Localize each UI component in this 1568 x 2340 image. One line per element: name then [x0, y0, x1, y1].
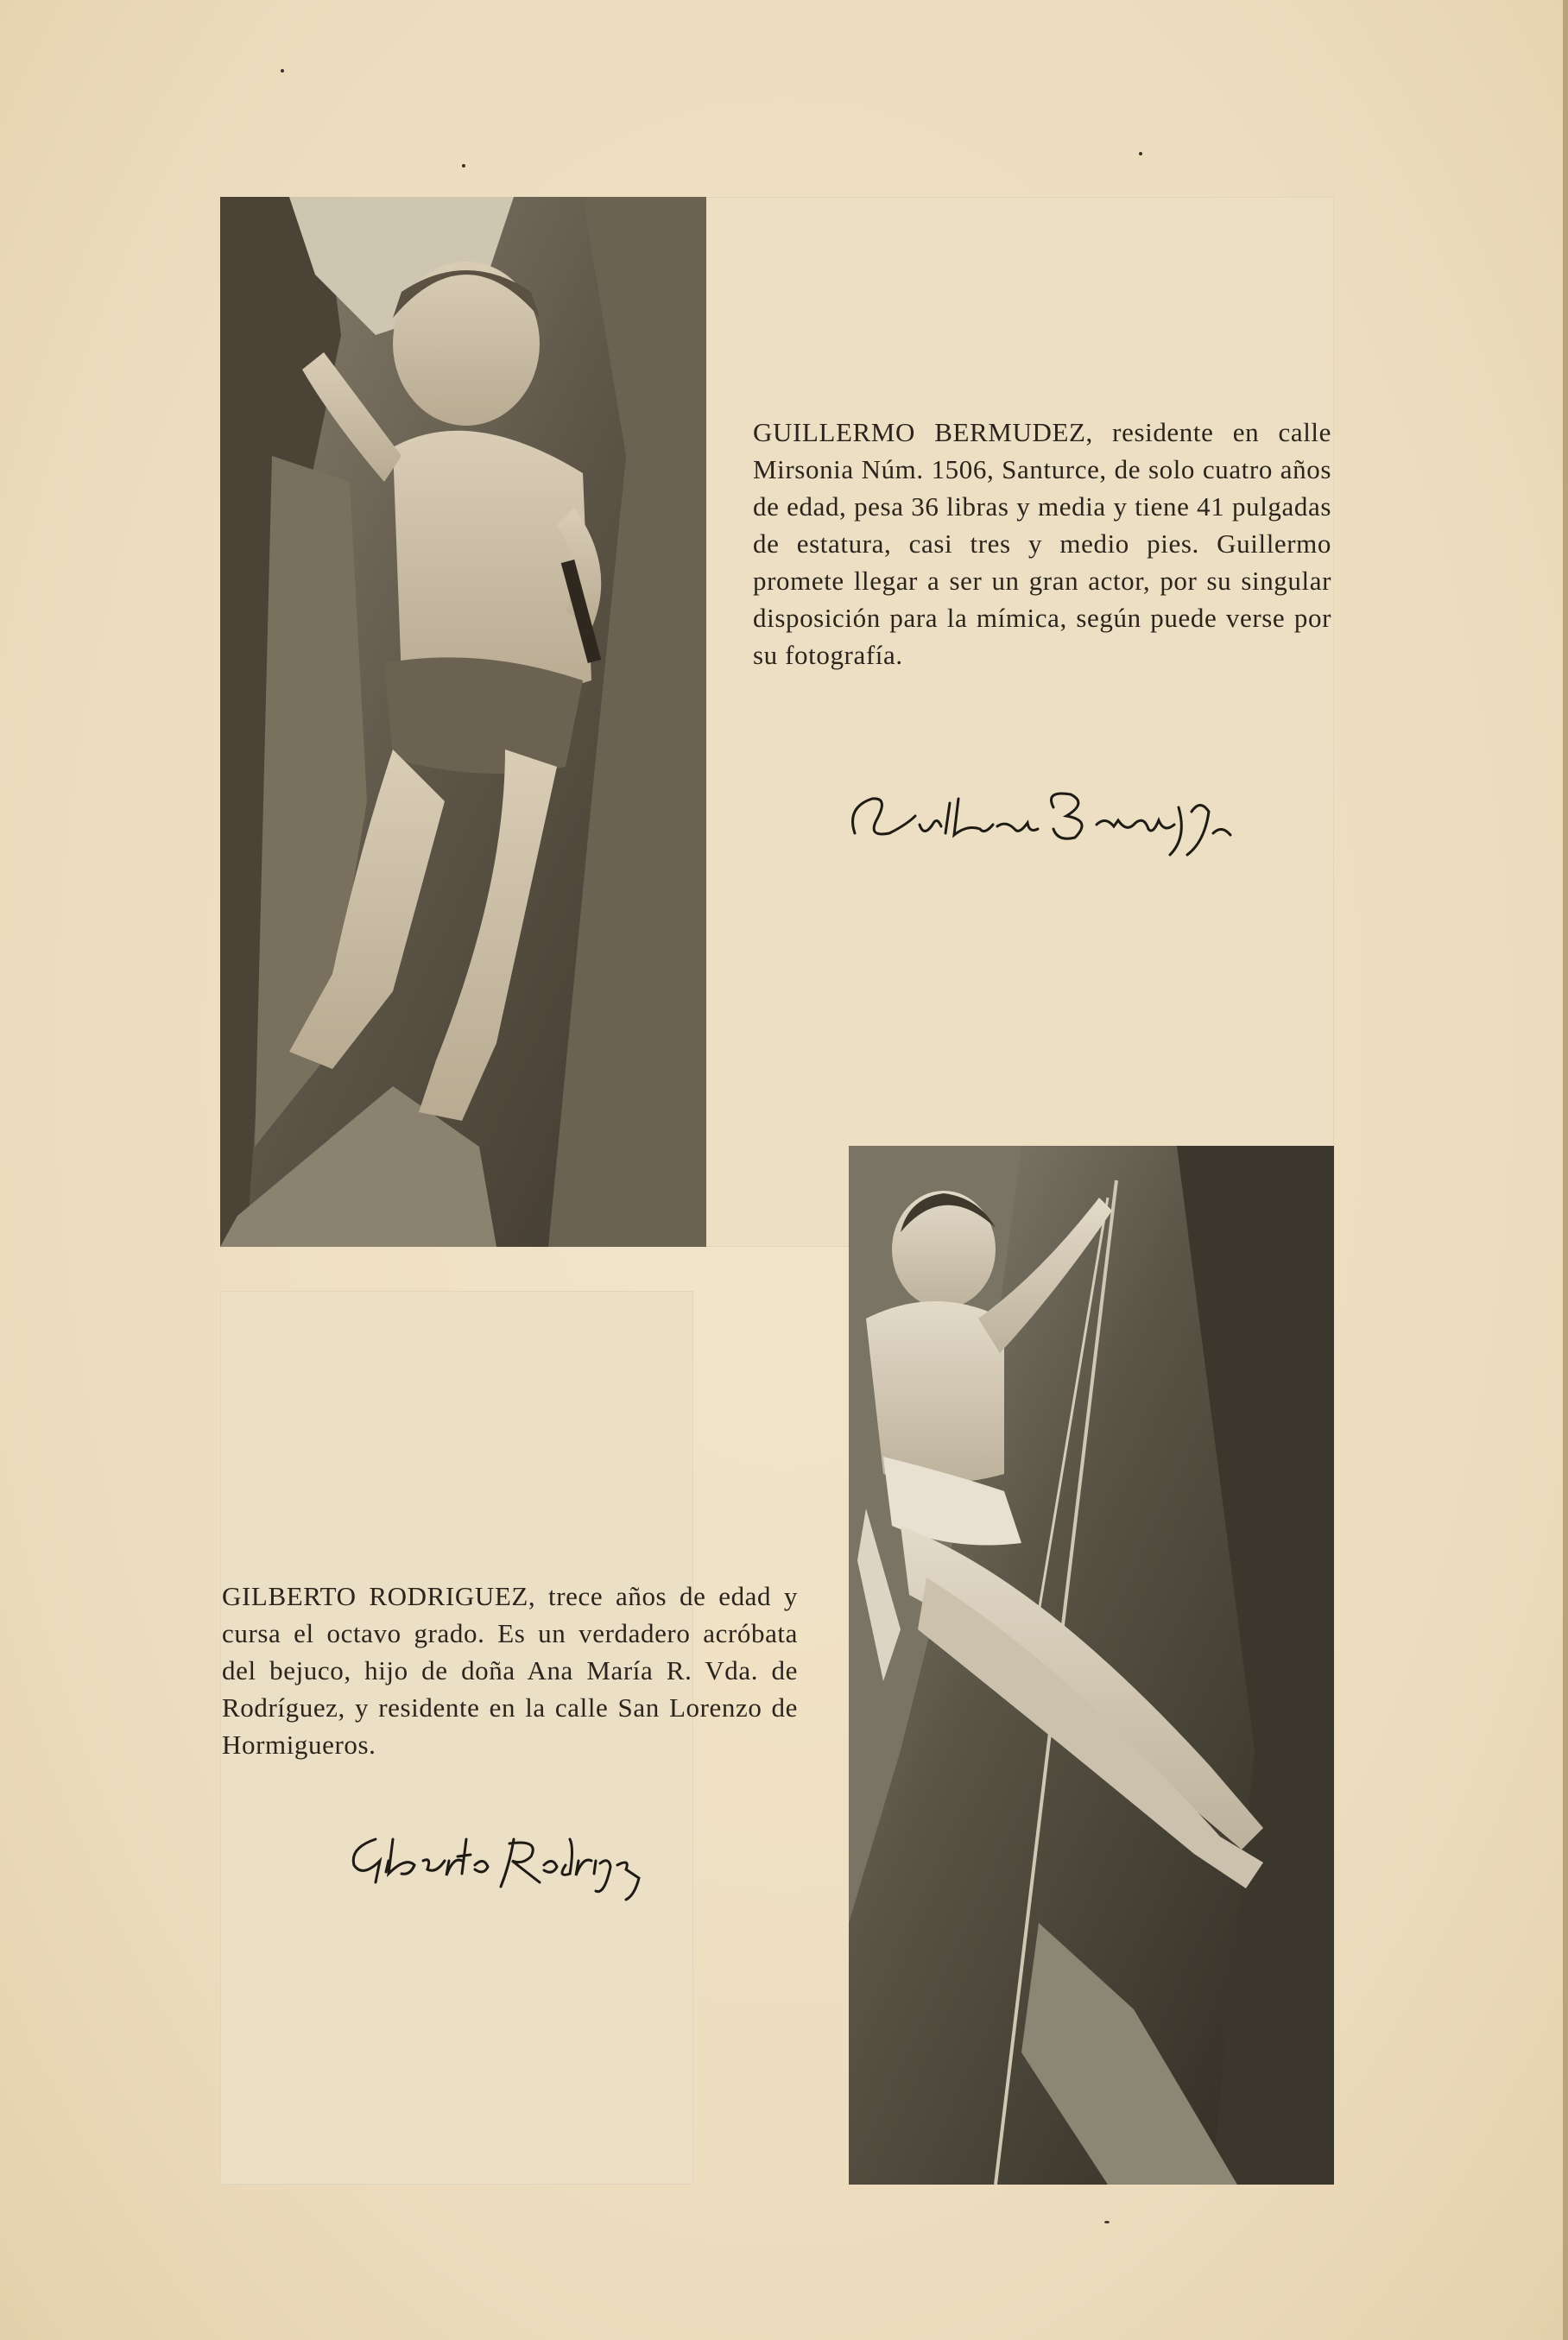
caption-guillermo: GUILLERMO BERMUDEZ, residente en calle Mirsonia Núm. 1506, Santurce, de solo cuatro años de edad, pesa 36 libras y media y tiene 41 pulgadas de estatura, casi tres y medio pies. Guillermo promete llegar a ser un gran actor, por su singular disposición para la mímica, según puede verse por su fotografía.: [753, 417, 1331, 670]
caption-gilberto: GILBERTO RODRIGUEZ, trece años de edad y cursa el octavo grado. Es un verdadero acróbata del bejuco, hijo de doña Ana María R. Vda. de Rodríguez, y residente en la calle San Lorenzo de Hormigueros.: [222, 1581, 798, 1760]
paper-speck: [462, 164, 465, 168]
signature-guillermo: [838, 773, 1252, 868]
signature-gilberto: [341, 1813, 661, 1908]
photo-boy-in-tree: [220, 197, 706, 1247]
photo-boy-on-vine: [849, 1146, 1334, 2185]
paper-speck: [1139, 152, 1142, 155]
page-edge: [1563, 0, 1568, 2340]
paper-speck: [1104, 2221, 1110, 2223]
paper-speck: [281, 69, 284, 73]
